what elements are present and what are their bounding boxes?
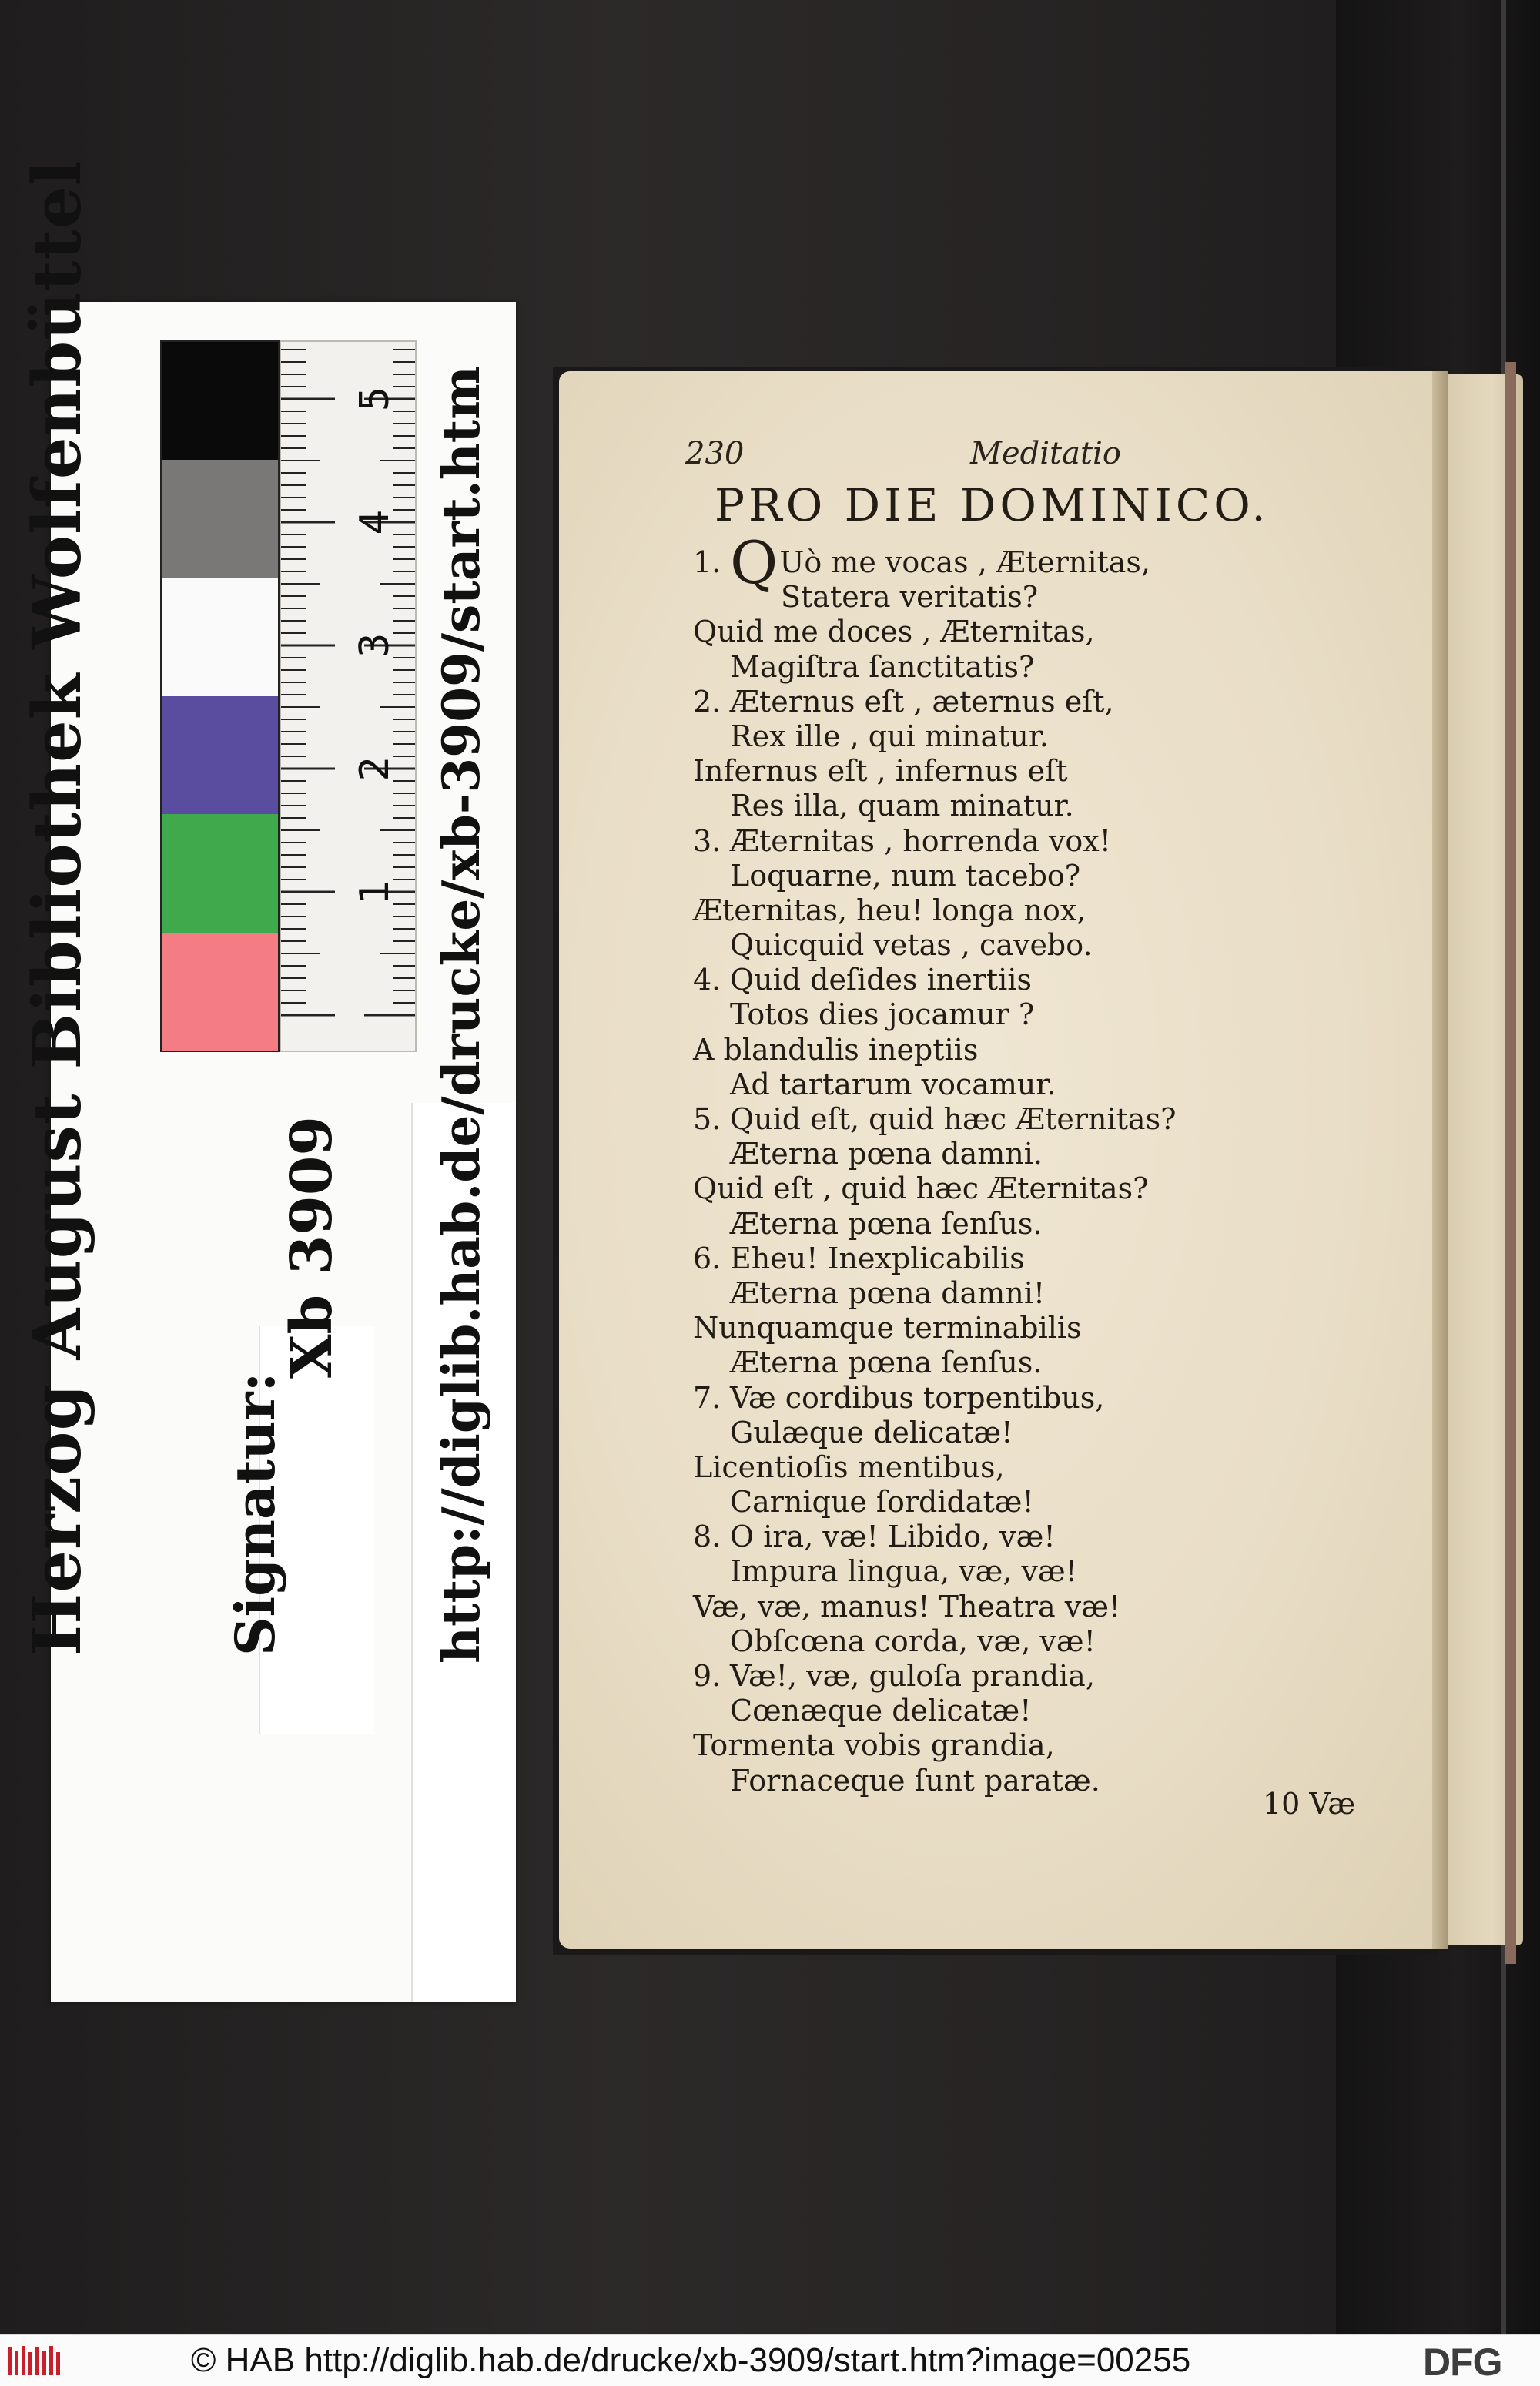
verse-line (693, 1171, 1386, 1206)
verse-line (693, 997, 1386, 1032)
stanza-number: 9. (693, 1659, 721, 1693)
verse-line (693, 685, 1386, 719)
ruler-number: 5 (352, 386, 398, 412)
verse-line (693, 1590, 1386, 1624)
library-name: Herzog August Bibliothek Wolfenbüttel (18, 159, 96, 1656)
stanza-number: 7. (693, 1380, 721, 1415)
color-swatch (162, 460, 278, 578)
color-swatch (162, 814, 278, 932)
verse-text: O ira, væ! Libido, væ! (730, 1520, 1056, 1554)
verse-line (693, 1242, 1386, 1276)
verse-line (693, 1416, 1386, 1450)
verse-text: Eheu! Inexplicabilis (730, 1241, 1025, 1275)
drop-cap: Q (730, 528, 778, 597)
dfg-logo: DFG (1423, 2341, 1502, 2384)
catalog-url: http://diglib.hab.de/drucke/xb-3909/start.htm (431, 366, 491, 1664)
stanza-number: 5. (693, 1102, 721, 1136)
verse-line (693, 1345, 1386, 1380)
verse-text: Loquarne, num tacebo? (730, 858, 1081, 893)
verse-line (693, 580, 1386, 615)
page-title: PRO DIE DOMINICO. (715, 479, 1270, 531)
signatur-value: Xb 3909 (279, 1116, 345, 1379)
color-swatch (162, 933, 278, 1051)
verse-text: Infernus eſt , infernus eſt (693, 754, 1068, 789)
scale-ruler (280, 340, 417, 1052)
verse-line (693, 1102, 1386, 1137)
verse-text: Statera veritatis? (781, 580, 1039, 615)
verse-line (693, 1694, 1386, 1728)
verse-text: Rex ille , qui minatur. (730, 719, 1049, 753)
verse-text: Gulæque delicatæ! (730, 1415, 1013, 1449)
verse-line (693, 859, 1386, 893)
ruler-number: 2 (352, 756, 398, 782)
verse-text: Ad tartarum vocamur. (730, 1067, 1056, 1101)
verse-text: Æterna pœna damni! (730, 1275, 1046, 1310)
verse-text: Obſcœna corda, væ, væ! (730, 1624, 1096, 1658)
footer-copyright: © HAB http://diglib.hab.de/drucke/xb-3909/start.htm?image=00255 (191, 2341, 1191, 2379)
stanza-number: 8. (693, 1520, 721, 1554)
color-calibration-strip (160, 340, 280, 1052)
color-swatch (162, 342, 278, 460)
ruler-number: 1 (352, 879, 398, 905)
verse-line (693, 1624, 1386, 1659)
verse-line (693, 928, 1386, 963)
page-gutter (1432, 371, 1448, 1949)
verse-text: Res illa, quam minatur. (730, 789, 1074, 823)
color-swatch (162, 696, 278, 814)
verse-line (693, 615, 1386, 649)
hab-logo-icon (6, 2343, 65, 2380)
verse-line (693, 1485, 1386, 1520)
verse-text: Væ cordibus torpentibus, (730, 1380, 1105, 1415)
verse-text: Quid eſt , quid hæc Æternitas? (693, 1171, 1149, 1206)
signatur-label: Signatur: (223, 1372, 287, 1656)
verse-text: Licentioſis mentibus, (693, 1449, 1005, 1484)
stanza-number: 2. (693, 684, 721, 719)
verse-text: Quicquid vetas , cavebo. (730, 928, 1093, 963)
verse-line (693, 1033, 1386, 1067)
catchword: 10 Væ (1263, 1787, 1356, 1821)
stanza-number: 4. (693, 963, 721, 997)
ruler-ticks (281, 342, 417, 1052)
verse-line (693, 1137, 1386, 1171)
running-head: Meditatio (970, 436, 1121, 471)
stanza-number: 1. (693, 545, 721, 579)
verse-text: Quid eſt, quid hæc Æternitas? (730, 1102, 1177, 1136)
stanza-number: 3. (693, 823, 721, 858)
page-edge (1505, 362, 1516, 1964)
verse-line (693, 1276, 1386, 1311)
page-number: 230 (685, 436, 745, 471)
verse-line (693, 1207, 1386, 1242)
verse-text: Totos dies jocamur ? (730, 997, 1035, 1032)
color-swatch (162, 578, 278, 696)
verse-line (693, 1067, 1386, 1102)
verse-line (693, 650, 1386, 685)
verse-text: Tormenta vobis grandia, (693, 1728, 1055, 1763)
verse-text: Væ!, væ, guloſa prandia, (730, 1659, 1095, 1693)
verse-text: Impura lingua, væ, væ! (730, 1554, 1077, 1589)
verse-text: A blandulis ineptiis (693, 1032, 979, 1067)
verse-text: Carnique ſordidatæ! (730, 1485, 1034, 1520)
verse-line (693, 1554, 1386, 1589)
verse-line (693, 1311, 1386, 1345)
verse-text: Æternitas , horrenda vox! (730, 823, 1112, 858)
ruler-number: 3 (352, 632, 398, 658)
footer-bar (0, 2334, 1540, 2386)
verse-text: Æterna pœna ſenſus. (730, 1345, 1043, 1380)
verse-text: Magiſtra ſanctitatis? (730, 649, 1035, 684)
poem-text (693, 528, 1386, 1798)
verse-line (693, 1659, 1386, 1694)
verse-line (693, 1450, 1386, 1485)
verse-line (693, 1381, 1386, 1416)
verse-text: Æternitas, heu! longa nox, (693, 893, 1086, 927)
verse-text: Æterna pœna ſenſus. (730, 1206, 1043, 1241)
verse-text: Æternus eſt , æternus eſt, (730, 684, 1114, 719)
verse-text: Uò me vocas , Æternitas, (779, 545, 1151, 579)
verse-text: Quid deſides inertiis (730, 963, 1032, 997)
verse-text: Nunquamque terminabilis (693, 1311, 1082, 1345)
verse-line (693, 824, 1386, 859)
verse-line (693, 528, 1386, 597)
verse-line (693, 754, 1386, 789)
stanza-number: 6. (693, 1241, 721, 1275)
ruler-number: 4 (352, 509, 398, 535)
verse-text: Æterna pœna damni. (730, 1137, 1043, 1171)
verse-line (693, 963, 1386, 997)
verse-line (693, 893, 1386, 928)
verse-line (693, 789, 1386, 823)
verse-line (693, 719, 1386, 754)
verse-text: Fornaceque ſunt paratæ. (730, 1763, 1100, 1798)
verse-line (693, 1728, 1386, 1763)
verse-line (693, 1520, 1386, 1554)
verse-text: Cœnæque delicatæ! (730, 1694, 1032, 1728)
verse-text: Væ, væ, manus! Theatra væ! (693, 1589, 1121, 1624)
page-header (685, 436, 1121, 482)
verse-text: Quid me doces , Æternitas, (693, 615, 1095, 649)
